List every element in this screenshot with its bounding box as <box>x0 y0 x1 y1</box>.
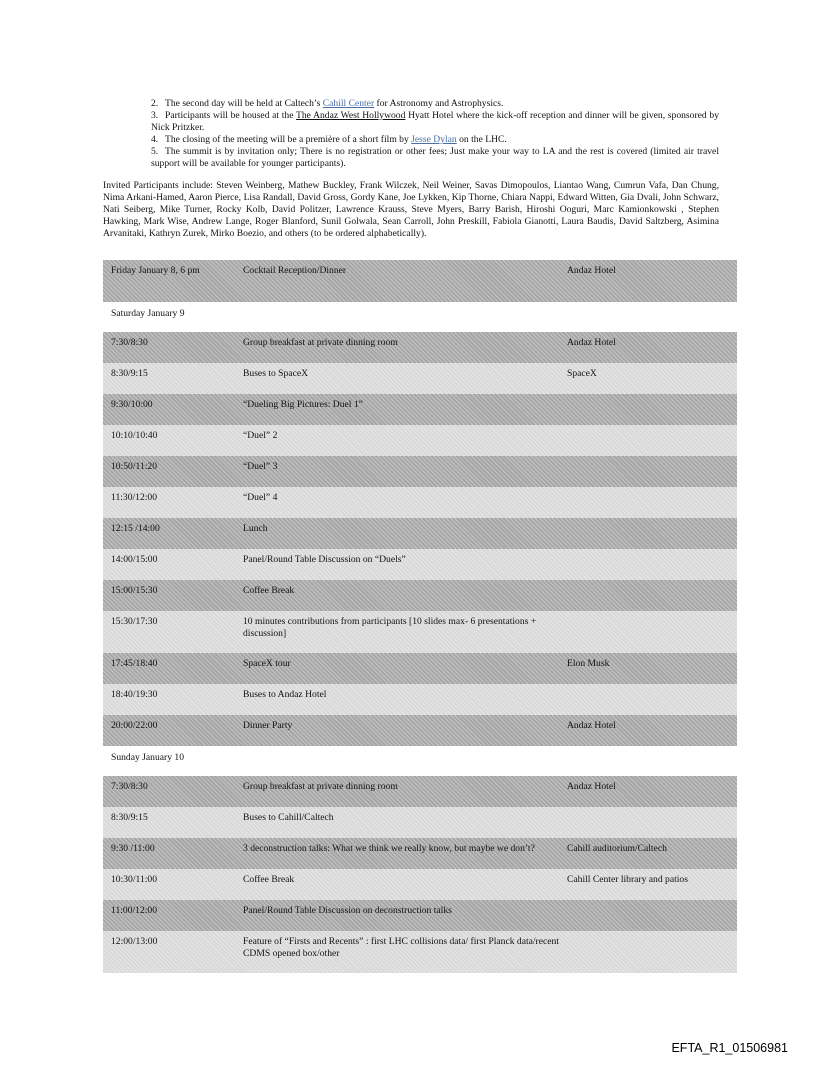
inline-link[interactable]: Cahill Center <box>322 98 375 109</box>
event-cell: Group breakfast at private dinning room <box>243 337 398 348</box>
schedule-row <box>103 611 737 653</box>
schedule-row <box>103 869 737 900</box>
location-cell: Andaz Hotel <box>567 781 616 792</box>
event-cell: 3 deconstruction talks: What we think we really know, but maybe we don’t? <box>243 843 535 854</box>
time-cell: 10:10/10:40 <box>111 430 158 441</box>
time-cell: 9:30/10:00 <box>111 399 153 410</box>
location-cell: Cahill Center library and patios <box>567 874 688 885</box>
list-text: The second day will be held at Caltech’s <box>165 98 323 109</box>
schedule-row <box>103 838 737 869</box>
schedule-row <box>103 931 737 973</box>
day-label: Sunday January 10 <box>111 752 185 763</box>
schedule-row <box>103 549 737 580</box>
schedule-row <box>103 394 737 425</box>
event-cell: Dinner Party <box>243 720 293 731</box>
list-text: Participants will be housed at the <box>165 109 296 121</box>
schedule-row <box>103 363 737 394</box>
event-cell: “Duel” 3 <box>243 461 278 472</box>
location-cell: Cahill auditorium/Caltech <box>567 843 667 854</box>
event-cell: Cocktail Reception/Dinner <box>243 265 347 276</box>
time-cell: 12:15 /14:00 <box>111 523 160 534</box>
list-number: 3. <box>151 109 159 121</box>
schedule-row <box>103 456 737 487</box>
list-item <box>151 110 719 134</box>
schedule-table <box>103 260 737 973</box>
time-cell: 10:50/11:20 <box>111 461 158 472</box>
list-text: The closing of the meeting will be a première of a short film by <box>165 133 412 145</box>
schedule-row <box>103 487 737 518</box>
location-cell: Andaz Hotel <box>567 337 616 348</box>
event-cell: Buses to Cahill/Caltech <box>243 812 334 823</box>
schedule-row <box>103 807 737 838</box>
list-number: 4. <box>151 133 159 145</box>
event-cell: Coffee Break <box>243 585 295 596</box>
list-item <box>151 134 719 146</box>
schedule-row <box>103 715 737 746</box>
event-cell: 10 minutes contributions from participants [10 slides max- 6 presentations + discussion] <box>243 616 537 639</box>
schedule-row <box>103 900 737 931</box>
list-number: 2. <box>151 98 159 109</box>
time-cell: 15:30/17:30 <box>111 616 158 627</box>
day-heading <box>103 746 737 776</box>
time-cell: Friday January 8, 6 pm <box>111 265 200 276</box>
list-item <box>151 98 719 110</box>
time-cell: 8:30/9:15 <box>111 368 148 379</box>
event-cell: Buses to Andaz Hotel <box>243 689 327 700</box>
location-cell: Elon Musk <box>567 658 610 669</box>
time-cell: 9:30 /11:00 <box>111 843 155 854</box>
time-cell: 17:45/18:40 <box>111 658 158 669</box>
event-cell: Panel/Round Table Discussion on deconstruction talks <box>243 905 452 916</box>
time-cell: 7:30/8:30 <box>111 337 148 348</box>
list-text: on the LHC. <box>456 133 507 145</box>
document-id: EFTA_R1_01506981 <box>671 1041 788 1055</box>
event-cell: “Duel” 2 <box>243 430 278 441</box>
event-cell: Lunch <box>243 523 268 534</box>
event-cell: Feature of “Firsts and Recents” : first LHC collisions data/ first Planck data/recent CDMS opened box/other <box>243 936 559 959</box>
schedule-row <box>103 332 737 363</box>
event-cell: “Dueling Big Pictures: Duel 1” <box>243 399 363 410</box>
schedule-row <box>103 776 737 807</box>
event-cell: SpaceX tour <box>243 658 291 669</box>
schedule-row <box>103 653 737 684</box>
time-cell: 15:00/15:30 <box>111 585 158 596</box>
time-cell: 14:00/15:00 <box>111 554 158 565</box>
day-label: Saturday January 9 <box>111 308 185 319</box>
schedule-row <box>103 260 737 302</box>
location-cell: SpaceX <box>567 368 597 379</box>
schedule-row <box>103 684 737 715</box>
event-cell: Group breakfast at private dinning room <box>243 781 398 792</box>
schedule-row <box>103 518 737 549</box>
event-cell: Panel/Round Table Discussion on “Duels” <box>243 554 406 565</box>
time-cell: 18:40/19:30 <box>111 689 158 700</box>
list-text: Hyatt Hotel where the kick-off reception and dinner will be given, sponsored by Nick Pritzker. <box>151 109 719 133</box>
time-cell: 12:00/13:00 <box>111 936 158 947</box>
list-text: for Astronomy and Astrophysics. <box>374 98 504 109</box>
inline-link[interactable]: Jesse Dylan <box>411 133 457 145</box>
underlined-text: The Andaz West Hollywood <box>296 109 406 121</box>
invited-participants: Invited Participants include: Steven Weinberg, Mathew Buckley, Frank Wilczek, Neil Weiner, Savas Dimopoulos, Liantao Wang, Cumrun Vafa, Dan Chung, Nima Arkani-Hamed, Aaron Pierce, Lisa Randall, David Gross, Gordy Kane, Joe Lykken, Kip Thorne, Chiara Nappi, Edward Witten, Gia Dvali, John Schwarz, Nati Seiberg, Mike Turner, Rocky Kolb, David Politzer, Lawrence Krauss, Steve Myers, Barry Barish, Hiroshi Ooguri, Marc Kamionkowski , Stephen Hawking, Mark Wise, Andrew Lange, Roger Blanford, Sunil Golwala, Sean Carroll, John Preskill, Fabiola Gianotti, Laura Baudis, David Saltzberg, Asimina Arvanitaki, Kathryn Zurek, Mirko Boezio, and others (to be ordered alphabetically). <box>103 180 719 239</box>
location-cell: Andaz Hotel <box>567 265 616 276</box>
list-number: 5. <box>151 145 159 157</box>
location-cell: Andaz Hotel <box>567 720 616 731</box>
time-cell: 8:30/9:15 <box>111 812 148 823</box>
list-item <box>151 146 719 170</box>
numbered-list <box>151 98 719 170</box>
time-cell: 11:30/12:00 <box>111 492 158 503</box>
time-cell: 20:00/22:00 <box>111 720 158 731</box>
event-cell: Coffee Break <box>243 874 295 885</box>
time-cell: 11:00/12:00 <box>111 905 158 916</box>
event-cell: Buses to SpaceX <box>243 368 309 379</box>
schedule-row <box>103 580 737 611</box>
day-heading <box>103 302 737 332</box>
schedule-row <box>103 425 737 456</box>
event-cell: “Duel” 4 <box>243 492 278 503</box>
time-cell: 7:30/8:30 <box>111 781 148 792</box>
time-cell: 10:30/11:00 <box>111 874 158 885</box>
list-text: The summit is by invitation only; There is no registration or other fees; Just make your way to LA and the rest is covered (limited air travel support will be available for younger participants). <box>151 145 719 169</box>
